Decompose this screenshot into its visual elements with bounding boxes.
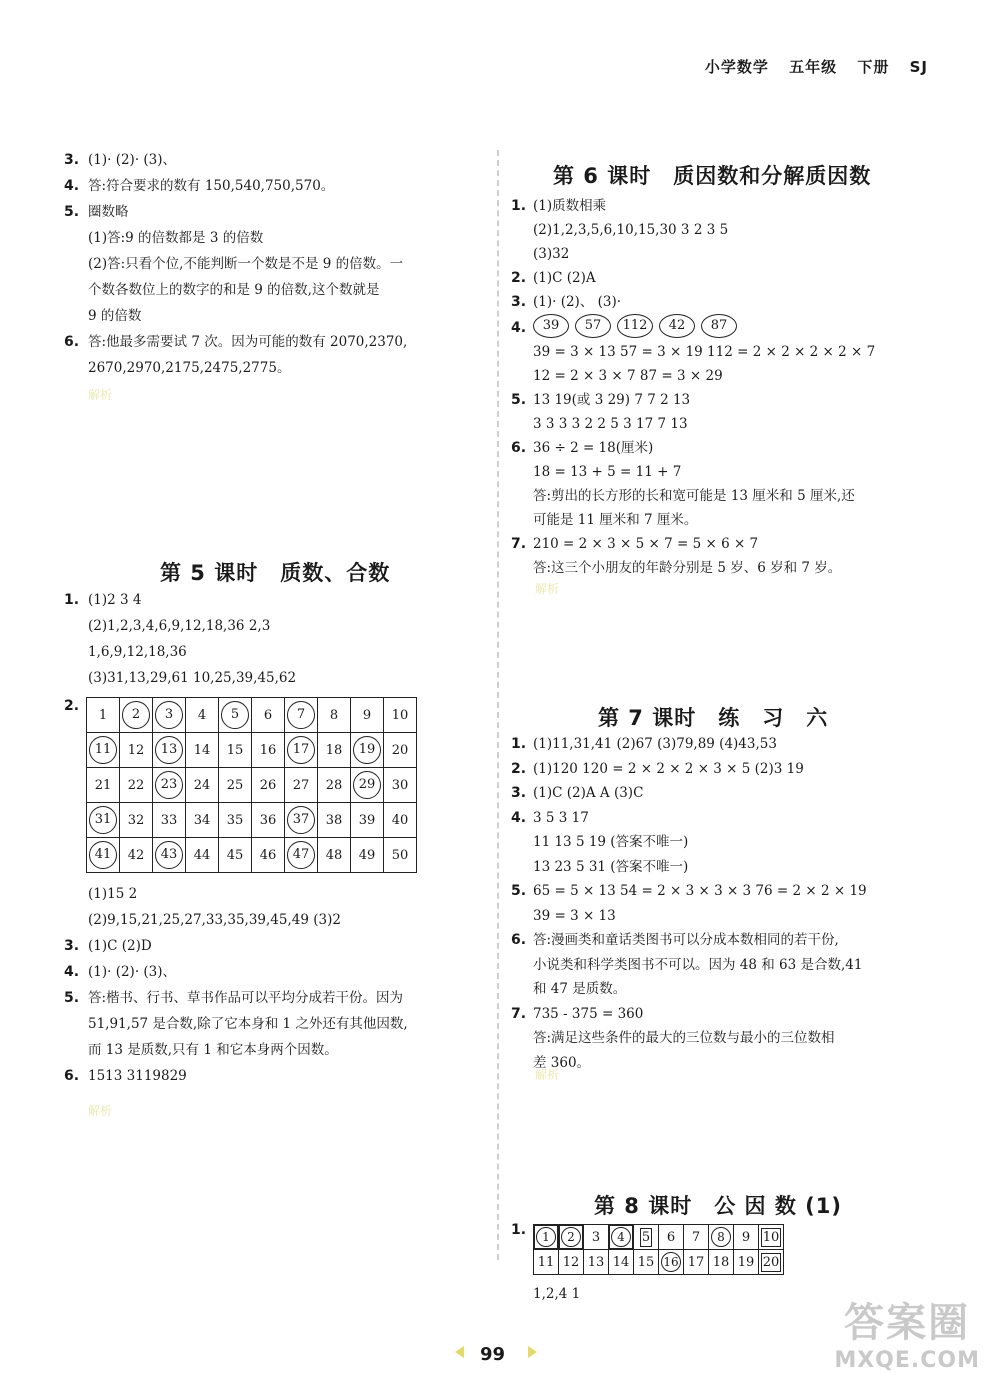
grid-cell <box>351 838 384 873</box>
grid-cell <box>120 698 153 733</box>
question-number: 4. <box>64 964 80 980</box>
boxed-factor <box>609 1225 633 1249</box>
cell-number: 45 <box>226 847 244 863</box>
cell-number: 39 <box>358 812 376 828</box>
cell-number: 10 <box>762 1229 780 1245</box>
grid-cell <box>534 1250 559 1275</box>
grid-cell <box>120 838 153 873</box>
grid-cell <box>186 838 219 873</box>
grid-cell <box>252 768 285 803</box>
answer-line: (1)15 2 <box>88 886 138 902</box>
circled-prime: 41 <box>89 841 117 869</box>
cell-number: 6 <box>666 1229 676 1245</box>
cell-number: 7 <box>691 1229 701 1245</box>
answer-line: (3)31,13,29,61 10,25,39,45,62 <box>88 670 297 686</box>
grid-cell <box>559 1225 584 1250</box>
grid-cell <box>584 1250 609 1275</box>
answer-line: 可能是 11 厘米和 7 厘米。 <box>533 512 698 528</box>
circled-number: 87 <box>701 314 737 338</box>
cell-number: 36 <box>259 812 277 828</box>
lesson8-title: 第 8 课时 公 因 数 (1) <box>594 1194 842 1218</box>
circled-prime: 19 <box>353 736 381 764</box>
watermark-logo: 答案圈 MXQE.COM <box>834 1300 980 1373</box>
number-grid-1-50 <box>86 697 417 873</box>
cell-number: 25 <box>226 777 244 793</box>
answer-line: 小说类和科学类图书不可以。因为 48 和 63 是合数,41 <box>533 956 863 973</box>
grid-cell <box>219 698 252 733</box>
cell-number: 10 <box>391 707 409 723</box>
question-number: 7. <box>511 1005 527 1022</box>
lesson5-q2-label: 2. <box>64 698 80 714</box>
question-number: 4. <box>64 178 80 194</box>
cell-number: 13 <box>587 1254 605 1270</box>
circled-factor: 16 <box>661 1252 681 1272</box>
faint-label: 解析 <box>535 582 560 596</box>
answer-line: 答:楷书、行书、草书作品可以平均分成若干份。因为 <box>88 990 404 1006</box>
cell-number: 3 <box>591 1229 601 1245</box>
grid-cell <box>153 838 186 873</box>
cell-number: 11 <box>537 1254 555 1270</box>
grid-cell <box>285 733 318 768</box>
grid-cell <box>659 1225 684 1250</box>
grid-cell <box>219 803 252 838</box>
answer-line: 2670,2970,2175,2475,2775。 <box>88 360 291 376</box>
answer-line: 13 19(或 3 29) 7 7 2 13 <box>533 392 691 408</box>
cell-number: 9 <box>362 707 372 723</box>
circled-prime: 31 <box>89 806 117 834</box>
grid-cell <box>634 1225 659 1250</box>
grid-cell <box>87 733 120 768</box>
circled-prime: 11 <box>89 736 117 764</box>
cell-number: 27 <box>292 777 310 793</box>
grid-cell <box>318 733 351 768</box>
boxed-factor <box>640 1228 652 1247</box>
grid-cell <box>659 1250 684 1275</box>
grid-cell <box>351 698 384 733</box>
grid-cell <box>318 768 351 803</box>
answer-line: (1)· (2)· (3)、 <box>88 964 177 980</box>
cell-number: 26 <box>259 777 277 793</box>
number-grid-1-20 <box>533 1224 784 1275</box>
grid-cell <box>318 838 351 873</box>
circled-prime: 7 <box>287 701 315 729</box>
grid-cell <box>120 768 153 803</box>
answer-line: 11 13 5 19 (答案不唯一) <box>533 834 689 850</box>
header-grade: 五年级 <box>789 58 838 76</box>
answer-line: (1)质数相乘 <box>533 198 607 214</box>
circled-prime: 43 <box>155 841 183 869</box>
question-number: 7. <box>511 536 527 552</box>
grid-cell <box>219 768 252 803</box>
answer-line: 3 3 3 3 2 2 5 3 17 7 13 <box>533 416 688 432</box>
question-number: 6. <box>64 334 80 350</box>
grid-cell <box>285 698 318 733</box>
cell-number: 8 <box>329 707 339 723</box>
circled-number: 42 <box>659 314 695 338</box>
answer-line: 个数各数位上的数字的和是 9 的倍数,这个数就是 <box>88 282 380 298</box>
circled-factor: 1 <box>536 1227 556 1247</box>
cell-number: 33 <box>160 812 178 828</box>
circled-factor: 2 <box>561 1227 581 1247</box>
grid-cell <box>219 733 252 768</box>
question-number: 2. <box>511 270 527 286</box>
grid-cell <box>609 1250 634 1275</box>
grid-cell <box>384 838 417 873</box>
cell-number: 6 <box>263 707 273 723</box>
answer-line: (2)1,2,3,4,6,9,12,18,36 2,3 <box>88 618 271 634</box>
faint-label: 解析 <box>88 1104 113 1118</box>
grid-cell <box>186 698 219 733</box>
answer-line: 210 = 2 × 3 × 5 × 7 = 5 × 6 × 7 <box>533 536 759 552</box>
answer-line: 18 = 13 + 5 = 11 + 7 <box>533 464 682 480</box>
grid-cell <box>559 1250 584 1275</box>
grid-cell <box>384 733 417 768</box>
grid-cell <box>709 1250 734 1275</box>
grid-cell <box>351 733 384 768</box>
question-number: 1. <box>511 198 527 214</box>
cell-number: 42 <box>127 847 145 863</box>
cell-number: 17 <box>687 1254 705 1270</box>
circled-prime: 37 <box>287 806 315 834</box>
cell-number: 44 <box>193 847 211 863</box>
grid-cell <box>186 733 219 768</box>
lesson8-answer: 1,2,4 1 <box>533 1286 581 1302</box>
grid-cell <box>285 838 318 873</box>
grid-cell <box>351 768 384 803</box>
cell-number: 38 <box>325 812 343 828</box>
question-number: 3. <box>511 785 527 801</box>
cell-number: 19 <box>737 1254 755 1270</box>
cell-number: 5 <box>641 1229 651 1245</box>
grid-cell <box>285 768 318 803</box>
answer-line: (1)C (2)A A (3)C <box>533 785 644 801</box>
answer-line: 答:剪出的长方形的长和宽可能是 13 厘米和 5 厘米,还 <box>533 488 855 504</box>
answer-line: 而 13 是质数,只有 1 和它本身两个因数。 <box>88 1042 338 1058</box>
grid-cell <box>634 1250 659 1275</box>
grid-cell <box>252 838 285 873</box>
grid-cell <box>186 803 219 838</box>
answer-line: 1513 3119829 <box>88 1068 187 1084</box>
answer-line: (1)120 120 = 2 × 2 × 2 × 3 × 5 (2)3 19 <box>533 760 804 777</box>
answer-line: 差 360。 <box>533 1054 591 1071</box>
answer-line: 65 = 5 × 13 54 = 2 × 3 × 3 × 3 76 = 2 × 2 × 19 <box>533 883 867 899</box>
question-number: 2. <box>511 760 527 777</box>
grid-cell <box>285 803 318 838</box>
grid-cell <box>759 1225 784 1250</box>
lesson6-title: 第 6 课时 质因数和分解质因数 <box>553 164 872 188</box>
answer-line: 3 5 3 17 <box>533 809 589 826</box>
cell-number: 9 <box>741 1229 751 1245</box>
cell-number: 48 <box>325 847 343 863</box>
grid-cell <box>684 1225 709 1250</box>
circled-prime: 23 <box>155 771 183 799</box>
grid-cell <box>120 803 153 838</box>
lesson7-title: 第 7 课时 练 习 六 <box>598 706 829 730</box>
grid-cell <box>684 1250 709 1275</box>
circled-prime: 5 <box>221 701 249 729</box>
answer-line: 735 - 375 = 360 <box>533 1005 644 1022</box>
answer-line: (1)C (2)D <box>88 938 152 954</box>
answer-line: 39 = 3 × 13 <box>533 907 616 924</box>
circled-number: 57 <box>575 314 611 338</box>
cell-number: 21 <box>94 777 112 793</box>
cell-number: 32 <box>127 812 145 828</box>
grid-cell <box>534 1225 559 1250</box>
grid-cell <box>584 1225 609 1250</box>
header-term: 下册 <box>857 58 890 76</box>
answer-line: 答:这三个小朋友的年龄分别是 5 岁、6 岁和 7 岁。 <box>533 560 842 576</box>
grid-cell <box>709 1225 734 1250</box>
circled-prime: 13 <box>155 736 183 764</box>
lesson5-title: 第 5 课时 质数、合数 <box>160 561 391 585</box>
cell-number: 14 <box>193 742 211 758</box>
page-header <box>705 56 928 77</box>
boxed-factor <box>559 1225 583 1249</box>
grid-cell <box>759 1250 784 1275</box>
boxed-factor <box>761 1228 782 1247</box>
question-number: 6. <box>511 440 527 456</box>
cell-number: 28 <box>325 777 343 793</box>
answer-line: 圈数略 <box>88 204 129 220</box>
answer-line: 和 47 是质数。 <box>533 981 627 997</box>
cell-number: 14 <box>612 1254 630 1270</box>
circled-number: 39 <box>533 314 569 338</box>
grid-cell <box>609 1225 634 1250</box>
grid-cell <box>153 698 186 733</box>
grid-cell <box>87 768 120 803</box>
circled-prime: 3 <box>155 701 183 729</box>
cell-number: 15 <box>226 742 244 758</box>
grid-cell <box>87 838 120 873</box>
cell-number: 18 <box>325 742 343 758</box>
question-number: 4. <box>511 809 527 826</box>
grid-cell <box>153 768 186 803</box>
circled-factor: 4 <box>611 1227 631 1247</box>
question-number: 5. <box>64 990 80 1006</box>
cell-number: 24 <box>193 777 211 793</box>
cell-number: 12 <box>127 742 145 758</box>
answer-line: 1,6,9,12,18,36 <box>88 644 187 660</box>
lesson8-q1-label: 1. <box>511 1222 527 1238</box>
answer-line: 51,91,57 是合数,除了它本身和 1 之外还有其他因数, <box>88 1016 408 1032</box>
faint-label: 解析 <box>88 388 113 402</box>
circled-prime: 2 <box>122 701 150 729</box>
answer-line: (2)9,15,21,25,27,33,35,39,45,49 (3)2 <box>88 912 341 928</box>
grid-cell <box>120 733 153 768</box>
answer-line: (2)答:只看个位,不能判断一个数是不是 9 的倍数。一 <box>88 256 404 272</box>
answer-line: (2)1,2,3,5,6,10,15,30 3 2 3 5 <box>533 222 729 238</box>
cell-number: 4 <box>197 707 207 723</box>
question-number: 1. <box>64 592 80 608</box>
question-number: 5. <box>64 204 80 220</box>
cell-number: 34 <box>193 812 211 828</box>
question-number: 3. <box>64 152 80 168</box>
answer-line: (1)C (2)A <box>533 270 596 286</box>
circled-number: 112 <box>617 314 653 338</box>
next-page-arrow-icon <box>528 1346 537 1358</box>
answer-line: (1)· (2)· (3)、 <box>88 152 177 168</box>
answer-line: (1)2 3 4 <box>88 592 142 608</box>
answer-line: 答:符合要求的数有 150,540,750,570。 <box>88 178 335 194</box>
answer-line: 答:他最多需要试 7 次。因为可能的数有 2070,2370, <box>88 334 408 350</box>
grid-cell <box>318 698 351 733</box>
cell-number: 15 <box>637 1254 655 1270</box>
cell-number: 20 <box>762 1254 780 1270</box>
cell-number: 22 <box>127 777 145 793</box>
grid-cell <box>153 733 186 768</box>
answer-line: (1)11,31,41 (2)67 (3)79,89 (4)43,53 <box>533 736 777 752</box>
boxed-factor <box>761 1253 782 1272</box>
grid-cell <box>87 698 120 733</box>
answer-line: (1)答:9 的倍数都是 3 的倍数 <box>88 230 264 246</box>
cell-number: 12 <box>562 1254 580 1270</box>
faint-label: 解析 <box>535 1068 560 1082</box>
grid-cell <box>384 768 417 803</box>
grid-cell <box>318 803 351 838</box>
question-number: 3. <box>64 938 80 954</box>
answer-line: 39 = 3 × 13 57 = 3 × 19 112 = 2 × 2 × 2 × 2 × 7 <box>533 344 876 360</box>
page-number: 99 <box>480 1344 506 1365</box>
circled-numbers <box>533 314 743 338</box>
circled-prime: 29 <box>353 771 381 799</box>
cell-number: 16 <box>259 742 277 758</box>
column-divider <box>497 150 499 1260</box>
cell-number: 40 <box>391 812 409 828</box>
cell-number: 49 <box>358 847 376 863</box>
circled-prime: 47 <box>287 841 315 869</box>
cell-number: 1 <box>98 707 108 723</box>
circled-prime: 17 <box>287 736 315 764</box>
circled-factor: 8 <box>711 1227 731 1247</box>
answer-line: (1)· (2)、 (3)· <box>533 294 622 310</box>
question-number: 5. <box>511 883 527 899</box>
grid-cell <box>252 698 285 733</box>
answer-line: 答:漫画类和童话类图书可以分成本数相同的若干份, <box>533 932 839 948</box>
header-edition: SJ <box>909 58 928 76</box>
answer-line: 13 23 5 31 (答案不唯一) <box>533 858 689 875</box>
question-number: 6. <box>64 1068 80 1084</box>
grid-cell <box>734 1225 759 1250</box>
grid-cell <box>384 698 417 733</box>
prev-page-arrow-icon <box>455 1346 464 1358</box>
cell-number: 30 <box>391 777 409 793</box>
grid-cell <box>252 803 285 838</box>
question-number: 1. <box>511 736 527 752</box>
cell-number: 20 <box>391 742 409 758</box>
question-number: 3. <box>511 294 527 310</box>
grid-cell <box>734 1250 759 1275</box>
lesson6-q4-label: 4. <box>511 320 527 336</box>
grid-cell <box>153 803 186 838</box>
grid-cell <box>252 733 285 768</box>
grid-cell <box>384 803 417 838</box>
answer-line: 36 ÷ 2 = 18(厘米) <box>533 440 654 456</box>
question-number: 6. <box>511 932 527 948</box>
answer-line: 答:满足这些条件的最大的三位数与最小的三位数相 <box>533 1030 835 1046</box>
boxed-factor <box>534 1225 558 1249</box>
grid-cell <box>351 803 384 838</box>
question-number: 5. <box>511 392 527 408</box>
cell-number: 35 <box>226 812 244 828</box>
header-subject: 小学数学 <box>704 58 769 76</box>
grid-cell <box>219 838 252 873</box>
answer-line: (3)32 <box>533 246 570 262</box>
answer-line: 12 = 2 × 3 × 7 87 = 3 × 29 <box>533 368 723 384</box>
cell-number: 50 <box>391 847 409 863</box>
cell-number: 18 <box>712 1254 730 1270</box>
grid-cell <box>87 803 120 838</box>
grid-cell <box>186 768 219 803</box>
cell-number: 46 <box>259 847 277 863</box>
answer-line: 9 的倍数 <box>88 308 142 324</box>
